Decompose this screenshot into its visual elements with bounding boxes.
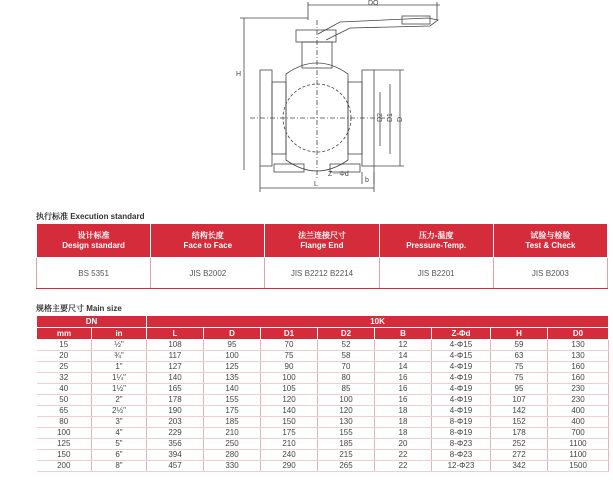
zphid-label: Z－Φd [328, 171, 349, 178]
table-cell: 95 [204, 340, 261, 351]
table-cell: 2½" [92, 406, 147, 417]
table-cell: 20 [37, 351, 92, 362]
table-cell: 252 [491, 439, 548, 450]
table-cell: 160 [548, 373, 609, 384]
table-cell: ½" [92, 340, 147, 351]
table-cell: 120 [261, 395, 318, 406]
table-cell: 75 [261, 351, 318, 362]
table-row [37, 373, 609, 384]
table-row [37, 384, 609, 395]
table-cell: 50 [37, 395, 92, 406]
table-cell: 1" [92, 362, 147, 373]
table-cell: 16 [375, 384, 432, 395]
table-cell: 8-Φ23 [432, 450, 491, 461]
table-cell: 265 [318, 461, 375, 472]
table-cell: 4-Φ19 [432, 362, 491, 373]
table-cell: 130 [548, 351, 609, 362]
table-cell: 152 [491, 417, 548, 428]
table-cell: 14 [375, 351, 432, 362]
column-header: D [204, 328, 261, 340]
table-cell: 15 [37, 340, 92, 351]
execution-standard-title: 执行标准 Execution standard [36, 212, 145, 221]
execution-standard-table [36, 223, 608, 289]
table-cell: 130 [548, 340, 609, 351]
table-cell: 400 [548, 406, 609, 417]
table-row [37, 428, 609, 439]
table-cell: 330 [204, 461, 261, 472]
table-cell: 280 [204, 450, 261, 461]
std-value-test: JIS B2003 [493, 258, 607, 289]
table-cell: 8-Φ19 [432, 417, 491, 428]
table-cell: 12-Φ23 [432, 461, 491, 472]
std-value-face: JIS B2002 [151, 258, 265, 289]
table-cell: 95 [491, 384, 548, 395]
table-cell: 2" [92, 395, 147, 406]
table-cell: 4-Φ15 [432, 340, 491, 351]
d-label: D [397, 116, 404, 122]
table-cell: 200 [37, 461, 92, 472]
table-cell: 20 [375, 439, 432, 450]
table-cell: 140 [147, 373, 204, 384]
table-cell: 230 [548, 384, 609, 395]
std-header-pressure: 压力-温度 Pressure-Temp. [379, 224, 493, 258]
std-value-design: BS 5351 [37, 258, 151, 289]
table-cell: 105 [261, 384, 318, 395]
main-size-table [36, 315, 609, 472]
table-cell: 210 [204, 428, 261, 439]
table-row [37, 351, 609, 362]
table-row [37, 461, 609, 472]
table-cell: 457 [147, 461, 204, 472]
table-cell: 40 [37, 384, 92, 395]
table-cell: 272 [491, 450, 548, 461]
table-row [37, 439, 609, 450]
table-cell: 356 [147, 439, 204, 450]
table-row [37, 362, 609, 373]
table-cell: 3" [92, 417, 147, 428]
table-cell: 290 [261, 461, 318, 472]
table-cell: 12 [375, 340, 432, 351]
table-cell: 210 [261, 439, 318, 450]
table-cell: 65 [37, 406, 92, 417]
table-cell: 190 [147, 406, 204, 417]
std-header-face: 结构长度 Face to Face [151, 224, 265, 258]
table-cell: 175 [204, 406, 261, 417]
table-cell: 18 [375, 428, 432, 439]
table-cell: 8-Φ19 [432, 428, 491, 439]
table-cell: 8" [92, 461, 147, 472]
table-cell: 80 [318, 373, 375, 384]
l-label: L [314, 181, 318, 188]
table-cell: 16 [375, 373, 432, 384]
table-cell: 240 [261, 450, 318, 461]
table-cell: 58 [318, 351, 375, 362]
table-cell: 90 [261, 362, 318, 373]
std-header-design: 设计标准 Design standard [37, 224, 151, 258]
table-cell: 1¼" [92, 373, 147, 384]
column-header: L [147, 328, 204, 340]
table-row [37, 340, 609, 351]
table-cell: 127 [147, 362, 204, 373]
table-cell: 150 [261, 417, 318, 428]
ball-valve-drawing [230, 0, 440, 200]
d1-label: D1 [387, 113, 394, 122]
table-cell: 250 [204, 439, 261, 450]
table-cell: 100 [261, 373, 318, 384]
table-cell: 107 [491, 395, 548, 406]
std-value-pressure: JIS B2201 [379, 258, 493, 289]
table-cell: 394 [147, 450, 204, 461]
table-cell: 16 [375, 395, 432, 406]
table-cell: 4-Φ19 [432, 373, 491, 384]
table-cell: 400 [548, 417, 609, 428]
table-cell: 165 [147, 384, 204, 395]
table-cell: 75 [491, 373, 548, 384]
main-size-title: 规格主要尺寸 Main size [36, 304, 122, 313]
table-cell: 70 [261, 340, 318, 351]
column-header: D1 [261, 328, 318, 340]
table-cell: 1100 [548, 450, 609, 461]
table-cell: 160 [548, 362, 609, 373]
b-label: b [365, 177, 369, 184]
table-cell: 4-Φ19 [432, 406, 491, 417]
table-cell: 700 [548, 428, 609, 439]
table-cell: 342 [491, 461, 548, 472]
table-cell: 150 [37, 450, 92, 461]
column-header: in [92, 328, 147, 340]
table-cell: 22 [375, 461, 432, 472]
std-header-test: 试验与检验 Test & Check [493, 224, 607, 258]
table-row [37, 417, 609, 428]
table-cell: 5" [92, 439, 147, 450]
table-cell: 1½" [92, 384, 147, 395]
table-cell: 4-Φ19 [432, 384, 491, 395]
table-cell: ¾" [92, 351, 147, 362]
table-cell: 6" [92, 450, 147, 461]
table-cell: 100 [204, 351, 261, 362]
table-cell: 4-Φ19 [432, 395, 491, 406]
table-cell: 155 [318, 428, 375, 439]
table-cell: 229 [147, 428, 204, 439]
table-cell: 142 [491, 406, 548, 417]
table-cell: 1500 [548, 461, 609, 472]
table-cell: 25 [37, 362, 92, 373]
d2-label: D2 [377, 113, 384, 122]
table-cell: 130 [318, 417, 375, 428]
table-cell: 108 [147, 340, 204, 351]
table-cell: 117 [147, 351, 204, 362]
column-header: D2 [318, 328, 375, 340]
table-row [37, 450, 609, 461]
table-cell: 63 [491, 351, 548, 362]
table-cell: 59 [491, 340, 548, 351]
table-cell: 85 [318, 384, 375, 395]
table-cell: 155 [204, 395, 261, 406]
std-header-flange: 法兰连接尺寸 Flange End [265, 224, 379, 258]
column-header: D0 [548, 328, 609, 340]
column-header: mm [37, 328, 92, 340]
table-cell: 4" [92, 428, 147, 439]
table-cell: 100 [37, 428, 92, 439]
table-cell: 120 [318, 406, 375, 417]
table-cell: 185 [318, 439, 375, 450]
table-cell: 22 [375, 450, 432, 461]
table-cell: 80 [37, 417, 92, 428]
table-cell: 125 [37, 439, 92, 450]
table-cell: 175 [261, 428, 318, 439]
table-cell: 100 [318, 395, 375, 406]
h-label: H [236, 71, 242, 78]
table-cell: 18 [375, 406, 432, 417]
table-row [37, 395, 609, 406]
table-cell: 8-Φ23 [432, 439, 491, 450]
column-header: H [491, 328, 548, 340]
table-cell: 52 [318, 340, 375, 351]
10k-group-header: 10K [147, 316, 609, 328]
table-cell: 18 [375, 417, 432, 428]
table-cell: 125 [204, 362, 261, 373]
std-value-flange: JIS B2212 B2214 [265, 258, 379, 289]
dn-group-header: DN [37, 316, 147, 328]
table-cell: 140 [261, 406, 318, 417]
table-cell: 215 [318, 450, 375, 461]
table-cell: 14 [375, 362, 432, 373]
do-label: DO [368, 0, 379, 7]
table-cell: 230 [548, 395, 609, 406]
table-cell: 203 [147, 417, 204, 428]
table-cell: 185 [204, 417, 261, 428]
table-cell: 140 [204, 384, 261, 395]
table-cell: 178 [491, 428, 548, 439]
column-header: B [375, 328, 432, 340]
table-row [37, 406, 609, 417]
table-cell: 178 [147, 395, 204, 406]
table-cell: 4-Φ15 [432, 351, 491, 362]
table-cell: 32 [37, 373, 92, 384]
table-cell: 1100 [548, 439, 609, 450]
table-cell: 70 [318, 362, 375, 373]
table-cell: 75 [491, 362, 548, 373]
column-header: Z-Φd [432, 328, 491, 340]
table-cell: 135 [204, 373, 261, 384]
